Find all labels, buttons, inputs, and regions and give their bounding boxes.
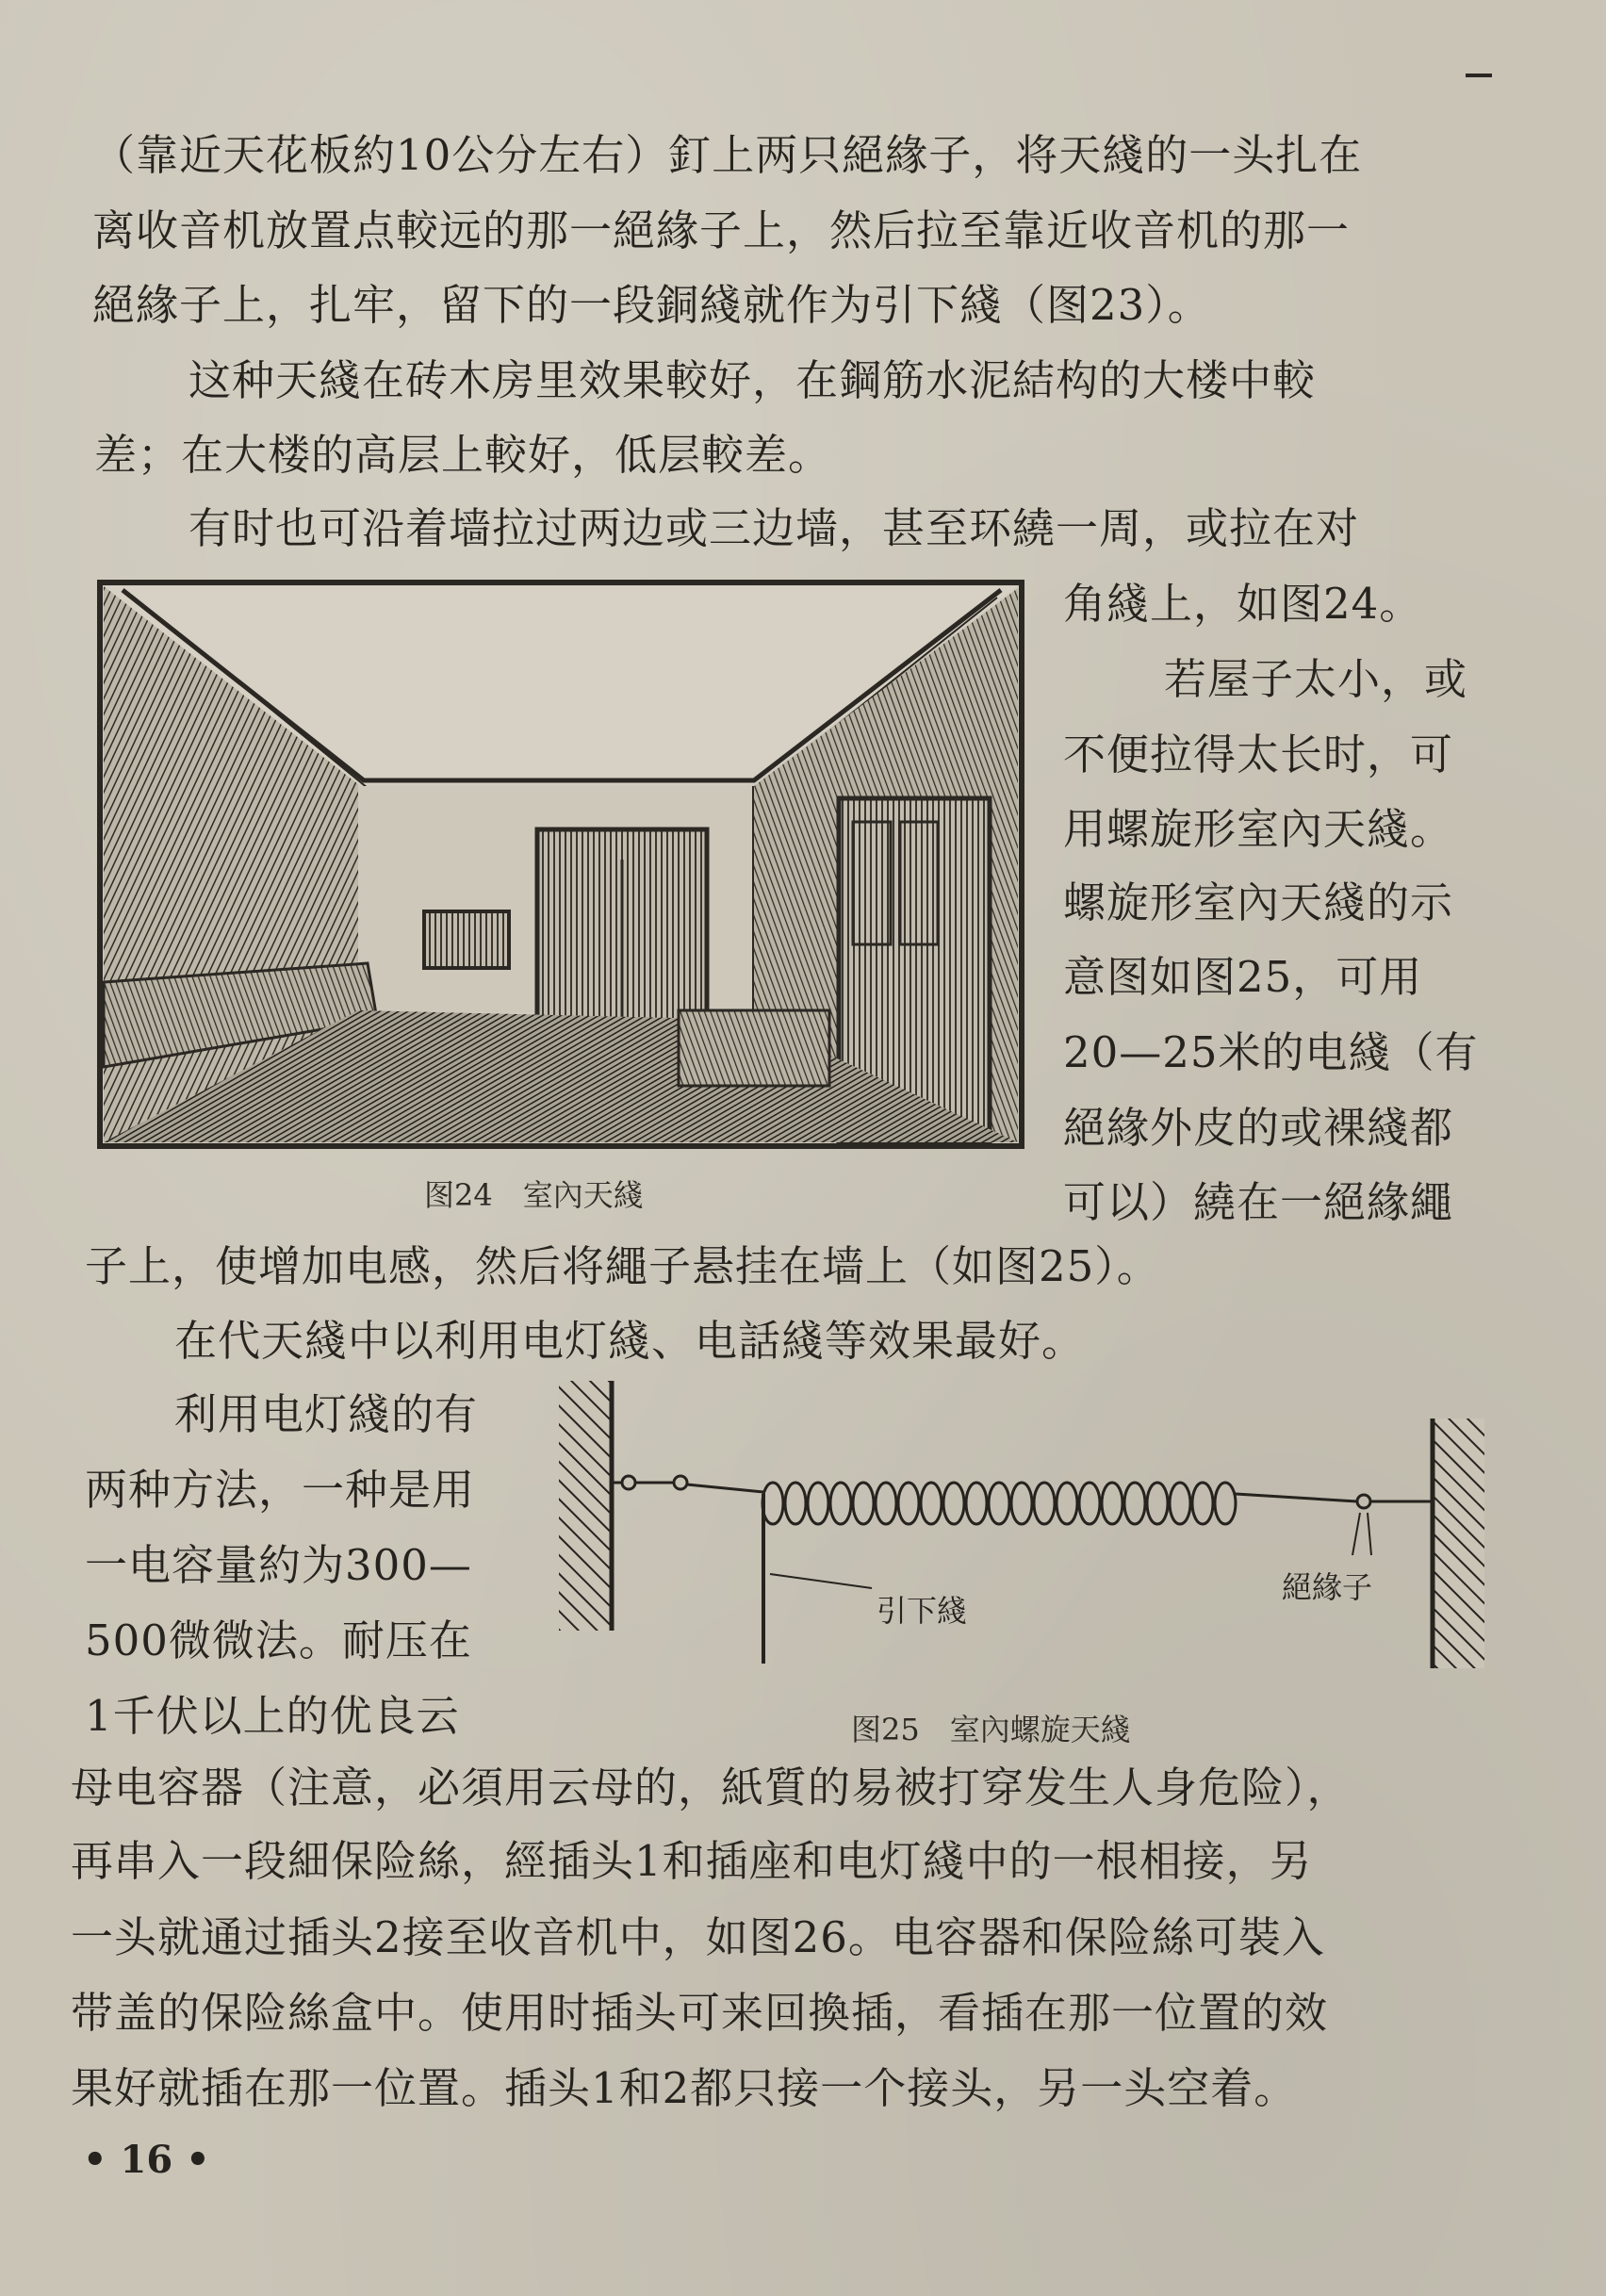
figure-25-spiral-antenna-diagram [551,1381,1503,1673]
text-line: 一头就通过插头2接至收音机中，如图26。电容器和保险絲可裝入 [71,1912,1325,1962]
text-line: 角綫上，如图24。 [1063,579,1423,629]
text-line: 1千伏以上的优良云 [85,1691,460,1741]
text-line: 意图如图25，可用 [1063,952,1423,1002]
text-line: 若屋子太小，或 [1164,654,1468,704]
text-line: 差；在大楼的高层上較好，低层較差。 [94,430,832,480]
text-line: 20—25米的电綫（有 [1063,1027,1479,1077]
text-line: （靠近天花板約10公分左右）釘上两只絕緣子，将天綫的一头扎在 [92,130,1363,180]
text-line: 再串入一段細保险絲，經插头1和插座和电灯綫中的一根相接，另 [71,1836,1313,1886]
figure-25-caption: 图25 室內螺旋天綫 [851,1712,1131,1747]
downlead-label: 引下綫 [877,1593,968,1629]
text-line: 絕緣子上，扎牢，留下的一段銅綫就作为引下綫（图23）。 [92,280,1211,330]
text-line: 在代天綫中以利用电灯綫、电話綫等效果最好。 [174,1316,1086,1366]
text-line: 螺旋形室內天綫的示 [1063,877,1454,927]
text-line: 两种方法，一种是用 [85,1465,476,1515]
text-line: 一电容量約为300— [85,1540,472,1590]
text-line: 这种天綫在砖木房里效果較好，在鋼筋水泥結构的大楼中較 [188,355,1317,405]
text-line: 离收音机放置点較远的那一絕緣子上，然后拉至靠近收音机的那一 [92,205,1351,255]
text-line: 有时也可沿着墙拉过两边或三边墙，甚至环繞一周，或拉在对 [188,503,1360,553]
text-line: 子上，使增加电感，然后将繩子悬挂在墙上（如图25）。 [85,1241,1160,1291]
text-line: 利用电灯綫的有 [174,1389,479,1439]
insulator-label: 絕緣子 [1282,1569,1373,1605]
text-line: 母电容器（注意，必須用云母的，紙質的易被打穿发生人身危险）， [71,1763,1351,1812]
text-line: 絕緣外皮的或裸綫都 [1063,1103,1454,1153]
text-line: 果好就插在那一位置。插头1和2都只接一个接头，另一头空着。 [71,2063,1298,2113]
margin-mark [1466,74,1492,77]
text-line: 用螺旋形室內天綫。 [1063,804,1454,854]
text-line: 500微微法。耐压在 [85,1615,472,1665]
text-line: 不便拉得太长时，可 [1063,730,1454,779]
figure-24-caption: 图24 室內天綫 [424,1177,644,1213]
text-line: 可以）繞在一絕緣繩 [1063,1177,1454,1227]
page-number: • 16 • [83,2138,210,2182]
text-line: 带盖的保险絲盒中。使用时插头可来回換插，看插在那一位置的效 [71,1988,1329,2038]
figure-24-room-antenna-illustration [94,577,1027,1152]
